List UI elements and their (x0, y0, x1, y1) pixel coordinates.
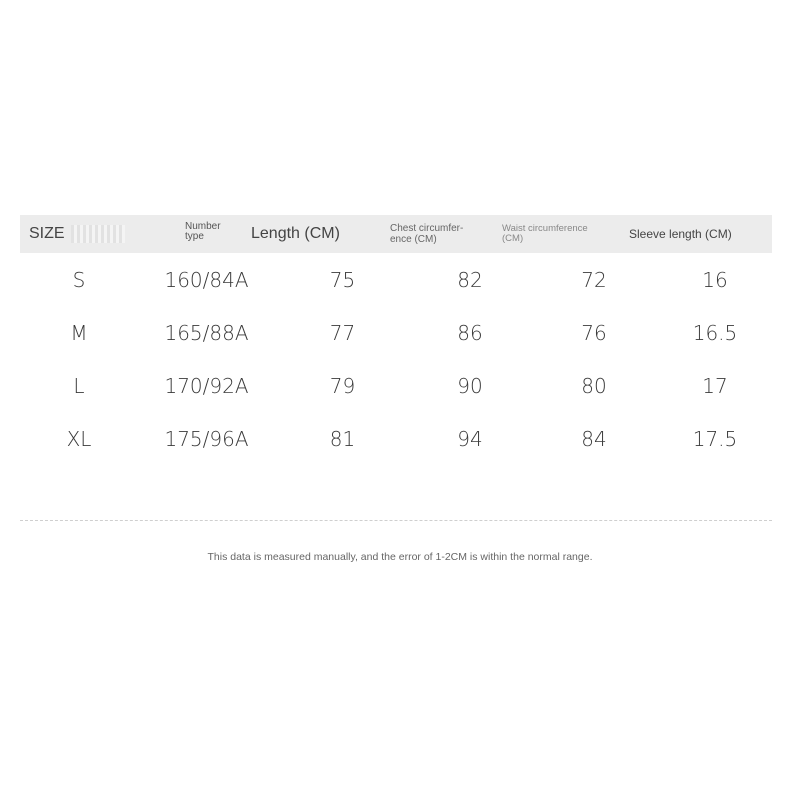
header-size-label: SIZE (29, 225, 65, 242)
cell-waist: 76 (581, 320, 607, 345)
cell-chest: 90 (457, 373, 483, 398)
cell-size: XL (66, 426, 92, 451)
cell-waist: 80 (581, 373, 607, 398)
header-sleeve-length: Sleeve length (CM) (629, 227, 732, 241)
table-row (20, 306, 772, 359)
cell-length: 79 (329, 373, 356, 398)
table-row (20, 412, 772, 465)
cell-size: L (73, 373, 85, 398)
cell-chest: 94 (457, 426, 483, 451)
header-chest-circumference: Chest circumfer-ence (CM) (390, 223, 464, 245)
header-number-type: Number type (185, 221, 221, 242)
cell-sleeve: 17 (702, 373, 728, 398)
header-length: Length (CM) (251, 225, 340, 242)
cell-length: 77 (329, 320, 356, 345)
cell-size: M (70, 320, 88, 345)
size-chart-table (20, 215, 772, 465)
cell-length: 75 (329, 267, 356, 292)
cell-number-type: 170/92A (164, 373, 249, 398)
dashed-divider (20, 520, 772, 521)
header-waist-circumference: Waist circumference (CM) (502, 223, 588, 244)
table-row (20, 253, 772, 306)
cell-sleeve: 16.5 (692, 320, 738, 345)
table-row (20, 359, 772, 412)
cell-waist: 84 (581, 426, 607, 451)
cell-chest: 82 (457, 267, 483, 292)
cell-number-type: 160/84A (164, 267, 249, 292)
cell-number-type: 175/96A (164, 426, 249, 451)
faded-watermark-mark (71, 225, 125, 243)
cell-waist: 72 (581, 267, 607, 292)
cell-chest: 86 (457, 320, 483, 345)
measurement-footnote: This data is measured manually, and the error of 1-2CM is within the normal range. (207, 551, 593, 563)
table-header-row (20, 215, 772, 253)
header-size (20, 225, 145, 243)
cell-sleeve: 17.5 (692, 426, 738, 451)
cell-size: S (72, 267, 86, 292)
cell-length: 81 (329, 426, 356, 451)
cell-sleeve: 16 (702, 267, 728, 292)
cell-number-type: 165/88A (164, 320, 249, 345)
